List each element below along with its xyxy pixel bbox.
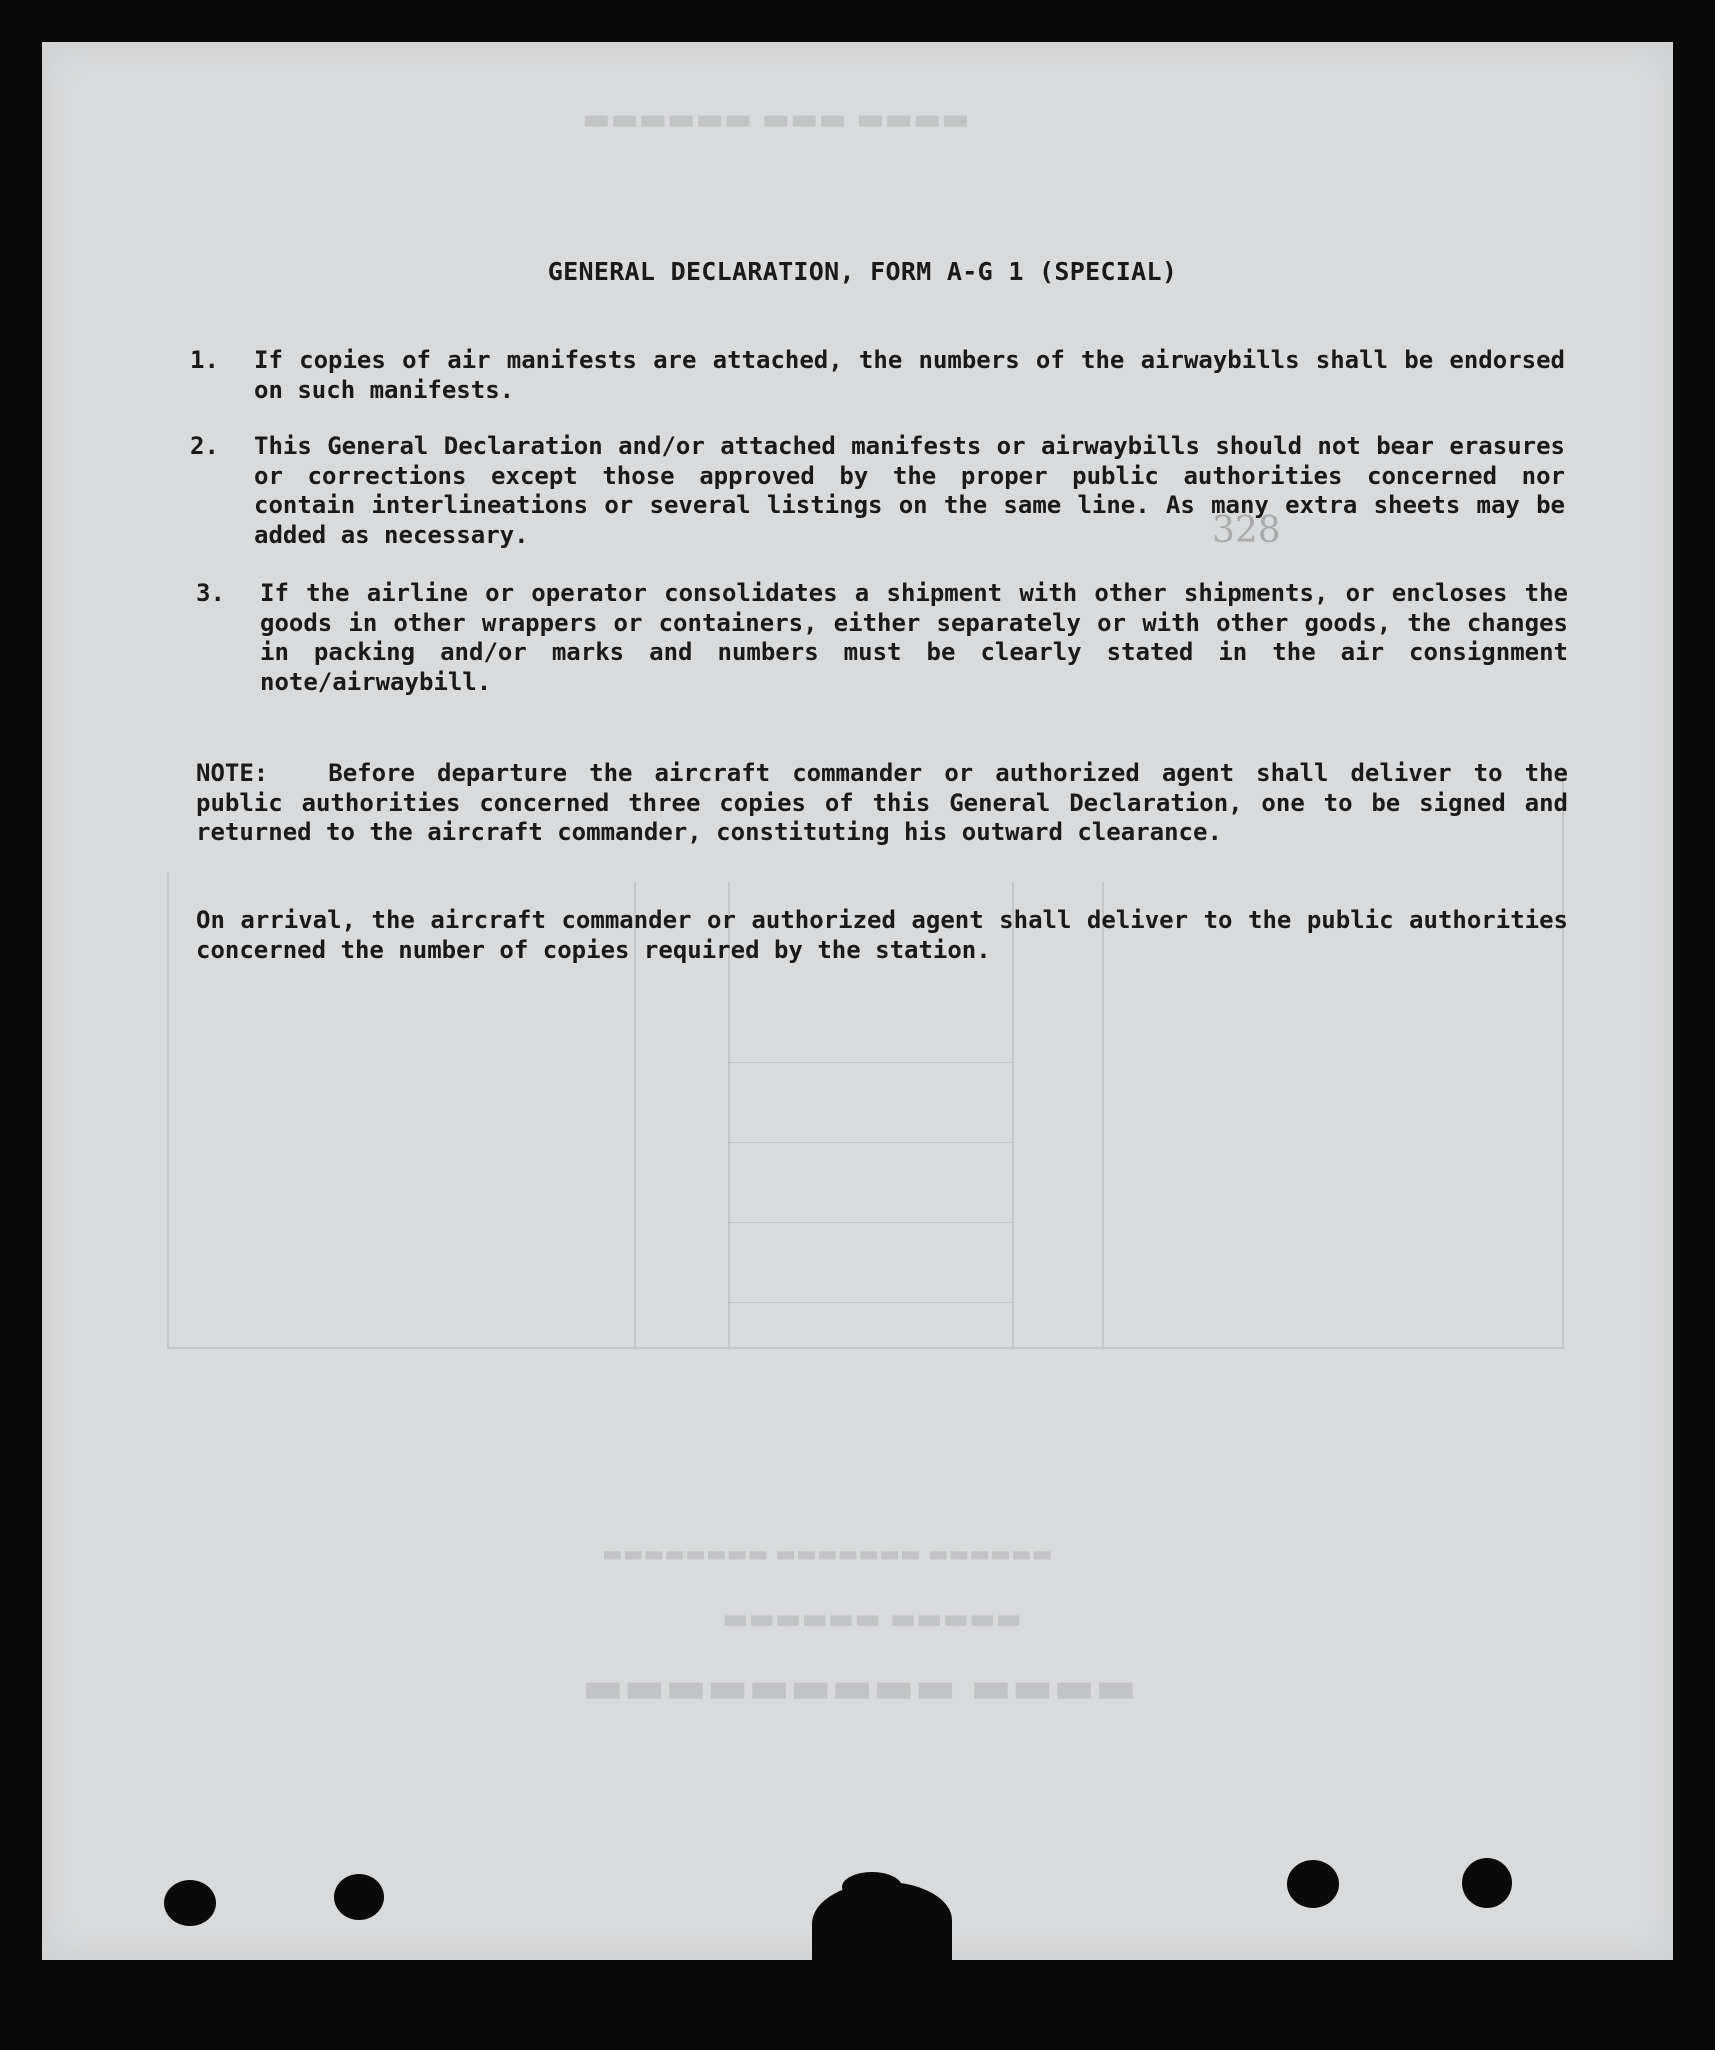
arrival-paragraph: On arrival, the aircraft commander or authorized agent shall deliver to the public authorities concerned the number of copies required by the station.	[196, 906, 1568, 964]
torn-edge	[842, 1872, 902, 1902]
list-item	[190, 346, 1565, 405]
list-item-number: 2.	[190, 432, 219, 460]
document-page	[42, 42, 1673, 1960]
list-item-text: This General Declaration and/or attached manifests or airwaybills should not bear erasures or corrections except those approved by the proper public authorities concerned nor contain interlineations or several listings on the same line. As many extra sheets may be added as necessary.	[254, 432, 1565, 549]
bleed-through-grid-r3	[728, 1222, 1012, 1223]
list-item-text: If the airline or operator consolidates a shipment with other shipments, or encloses the goods in other wrappers or containers, either separately or with other goods, the changes in packing and/or marks and numbers must be clearly stated in the air consignment note/airwaybill.	[260, 579, 1568, 696]
list-item	[190, 432, 1565, 550]
bleed-through-grid-r2	[728, 1142, 1012, 1143]
list-item-number: 1.	[190, 346, 219, 374]
list-item-text: If copies of air manifests are attached, the numbers of the airwaybills shall be endorsed on such manifests.	[254, 346, 1565, 404]
bleed-through-grid-bottom	[167, 1347, 1564, 1349]
note-label: NOTE:	[196, 759, 269, 787]
note-paragraph	[196, 759, 1568, 848]
punch-hole	[334, 1874, 384, 1920]
bleed-through-grid-left	[167, 872, 169, 1347]
bleed-through-grid-r4	[728, 1302, 1012, 1303]
bleed-through-top: ▬▬▬▬ ▬▬▬ ▬▬▬▬▬▬	[582, 102, 970, 137]
page-title: GENERAL DECLARATION, FORM A-G 1 (SPECIAL)	[547, 257, 1178, 286]
bleed-through-line: ▬▬▬▬▬▬ ▬▬▬▬▬▬▬ ▬▬▬▬▬▬▬▬	[602, 1542, 1053, 1567]
bleed-through-subheading: ▬▬▬▬▬ ▬▬▬▬▬▬	[722, 1602, 1022, 1635]
punch-hole	[164, 1880, 216, 1926]
bleed-through-grid-right	[1562, 772, 1564, 1347]
list-item-number: 3.	[196, 579, 225, 607]
punch-hole	[1287, 1860, 1339, 1908]
note-text: Before departure the aircraft commander or authorized agent shall deliver to the public authorities concerned three copies of this General Declaration, one to be signed and returned to the aircraft commander, constituting his outward clearance.	[196, 759, 1568, 846]
bleed-through-heading: ▬▬▬▬ ▬▬▬▬▬▬▬▬▬	[582, 1662, 1137, 1713]
punch-hole	[1462, 1858, 1512, 1908]
bleed-through-grid-r1	[728, 1062, 1012, 1063]
stray-stamp-number: 328	[1212, 510, 1281, 551]
list-item	[196, 579, 1568, 697]
